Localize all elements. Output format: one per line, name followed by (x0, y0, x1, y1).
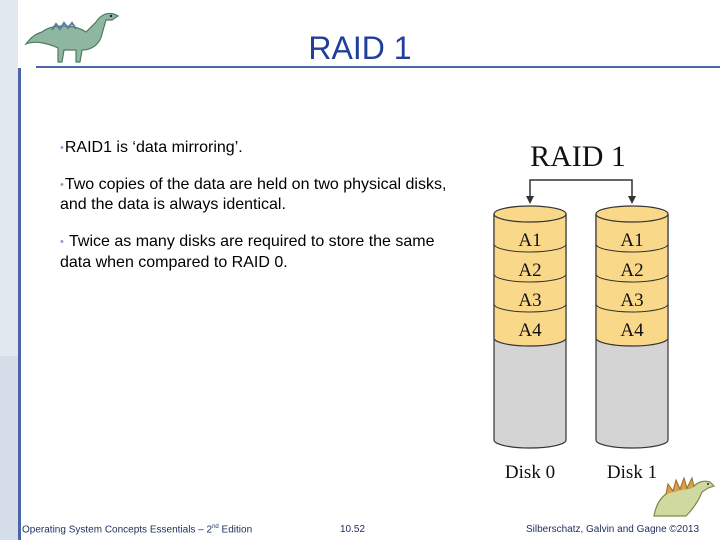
block-label: A2 (518, 260, 542, 281)
bullet-item (60, 175, 460, 215)
bullet-item (60, 232, 460, 272)
block-label: A1 (620, 230, 644, 251)
bullet-item (60, 138, 460, 158)
block-label: A2 (620, 260, 644, 281)
footer-course (22, 524, 252, 535)
mirror-connector (530, 180, 632, 200)
dinosaur-corner-icon (648, 458, 718, 518)
arrow-down-icon (628, 196, 636, 204)
diagram-title: RAID 1 (530, 140, 626, 173)
disk-label: Disk 1 (606, 462, 658, 483)
block-label: A4 (518, 320, 542, 341)
bullet-text: RAID1 is ‘data mirroring’. (64, 139, 243, 157)
disk-label: Disk 0 (504, 462, 556, 483)
footer-page-number: 10.52 (340, 524, 366, 535)
left-margin-bar-lower (0, 356, 18, 540)
disk-top (494, 206, 566, 222)
disk-top (596, 206, 668, 222)
bullet-marker-icon: • (60, 236, 64, 249)
bullet-text: Twice as many disks are required to store the same data when compared to RAID 0. (60, 233, 435, 271)
footer-course-suffix: Edition (218, 524, 253, 536)
disk-0 (494, 206, 566, 483)
footer-course-sup: nd (212, 524, 219, 530)
raid1-diagram (482, 132, 692, 488)
arrow-down-icon (526, 196, 534, 204)
bullet-marker-icon: • (60, 179, 64, 192)
left-vertical-rule (18, 68, 21, 540)
block-label: A1 (518, 230, 542, 251)
block-label: A3 (518, 290, 542, 311)
block-label: A4 (620, 320, 644, 341)
left-margin-bar (0, 0, 18, 540)
disk-1 (596, 206, 668, 483)
footer-authors: Silberschatz, Galvin and Gagne ©2013 (526, 524, 700, 535)
bullet-text: Two copies of the data are held on two physical disks, and the data is always identical. (60, 176, 447, 214)
footer-course-prefix: Operating System Concepts Essentials – 2 (22, 524, 213, 536)
bullet-list (60, 138, 460, 290)
block-label: A3 (620, 290, 644, 311)
slide-title: RAID 1 (308, 30, 412, 66)
bullet-marker-icon: • (60, 142, 64, 154)
